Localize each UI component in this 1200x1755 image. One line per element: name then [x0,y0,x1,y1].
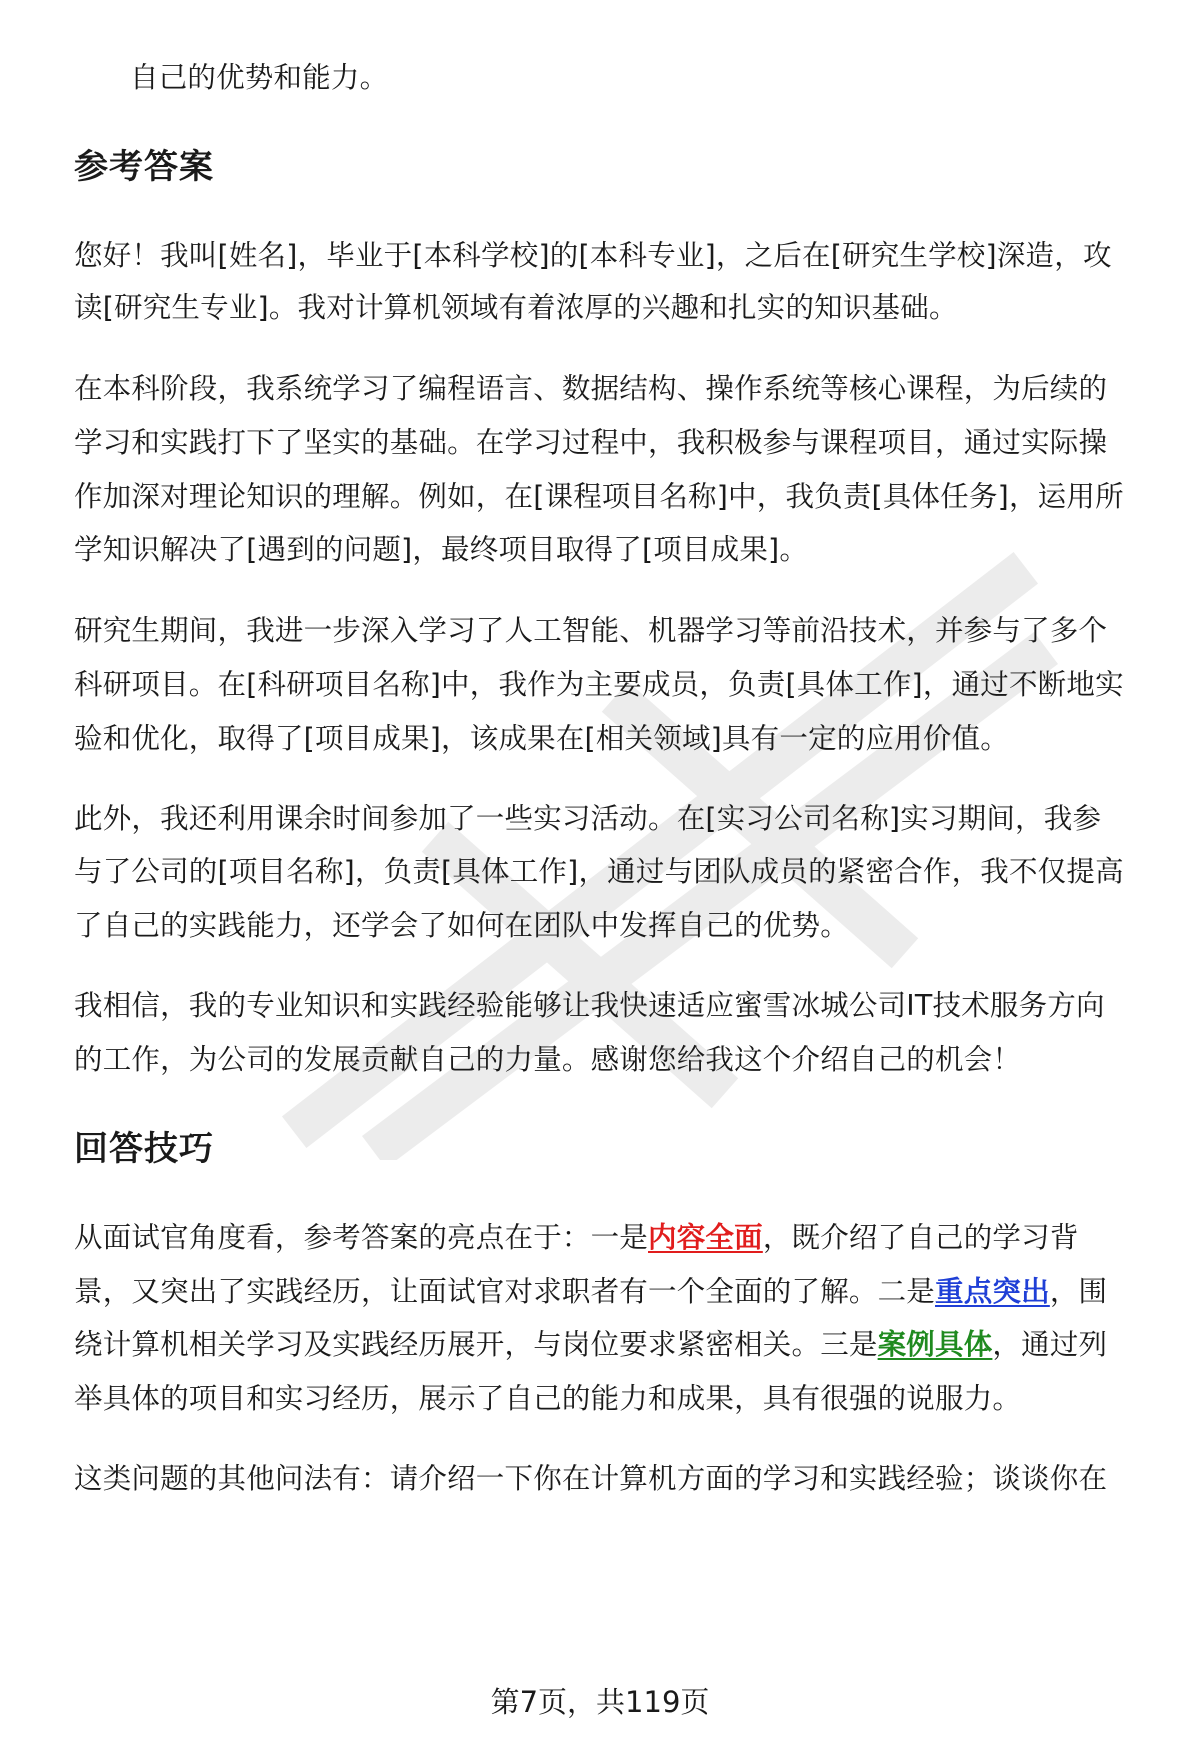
tips-text: 景，又突出了实践经历，让面试官对求职者有一个全面的了解。二是 [74,1275,936,1308]
tips-text: ，通过列 [992,1328,1108,1361]
answer-line: 验和优化，取得了[项目成果]，该成果在[相关领域]具有一定的应用价值。 [74,722,1009,755]
answer-line: 研究生期间，我进一步深入学习了人工智能、机器学习等前沿技术，并参与了多个 [74,614,1108,647]
intro-tail-text: 自己的优势和能力。 [130,61,389,94]
tips-line [74,1218,1154,1258]
tips-text: 绕计算机相关学习及实践经历展开，与岗位要求紧密相关。三是 [74,1328,878,1361]
answer-line: 学知识解决了[遇到的问题]，最终项目取得了[项目成果]。 [74,533,809,566]
answer-line: 的工作，为公司的发展贡献自己的力量。感谢您给我这个介绍自己的机会！ [74,1043,1022,1076]
tips-text: 从面试官角度看，参考答案的亮点在于：一是 [74,1221,649,1254]
tips-text: ，围 [1049,1275,1108,1308]
tips-line [74,1272,1154,1312]
answer-line: 读[研究生专业]。我对计算机领域有着浓厚的兴趣和扎实的知识基础。 [74,291,958,324]
answer-line: 您好！我叫[姓名]，毕业于[本科学校]的[本科专业]，之后在[研究生学校]深造，攻 [74,239,1112,272]
tips-line [74,1325,1154,1365]
answer-line: 我相信，我的专业知识和实践经验能够让我快速适应蜜雪冰城公司IT技术服务方向 [74,989,1105,1022]
section-heading-tips: 回答技巧 [74,1129,214,1169]
page-number-footer: 第7页，共119页 [490,1685,710,1719]
answer-line: 在本科阶段，我系统学习了编程语言、数据结构、操作系统等核心课程，为后续的 [74,372,1108,405]
tips-text: ，既介绍了自己的学习背 [762,1221,1079,1254]
answer-line: 科研项目。在[科研项目名称]中，我作为主要成员，负责[具体工作]，通过不断地实 [74,668,1124,701]
section-heading-answer: 参考答案 [74,147,214,187]
answer-line: 学习和实践打下了坚实的基础。在学习过程中，我积极参与课程项目，通过实际操 [74,426,1108,459]
answer-line: 作加深对理论知识的理解。例如，在[课程项目名称]中，我负责[具体任务]，运用所 [74,480,1124,513]
highlight-content-comprehensive: 内容全面 [648,1221,763,1254]
answer-line: 与了公司的[项目名称]，负责[具体工作]，通过与团队成员的紧密合作，我不仅提高 [74,855,1124,888]
highlight-concrete-cases: 案例具体 [877,1328,993,1361]
highlight-key-points: 重点突出 [935,1275,1050,1308]
answer-line: 了自己的实践能力，还学会了如何在团队中发挥自己的优势。 [74,909,849,942]
tips-line: 这类问题的其他问法有：请介绍一下你在计算机方面的学习和实践经验；谈谈你在 [74,1462,1108,1495]
answer-line: 此外，我还利用课余时间参加了一些实习活动。在[实习公司名称]实习期间，我参 [74,802,1102,835]
tips-line: 举具体的项目和实习经历，展示了自己的能力和成果，具有很强的说服力。 [74,1382,1022,1415]
